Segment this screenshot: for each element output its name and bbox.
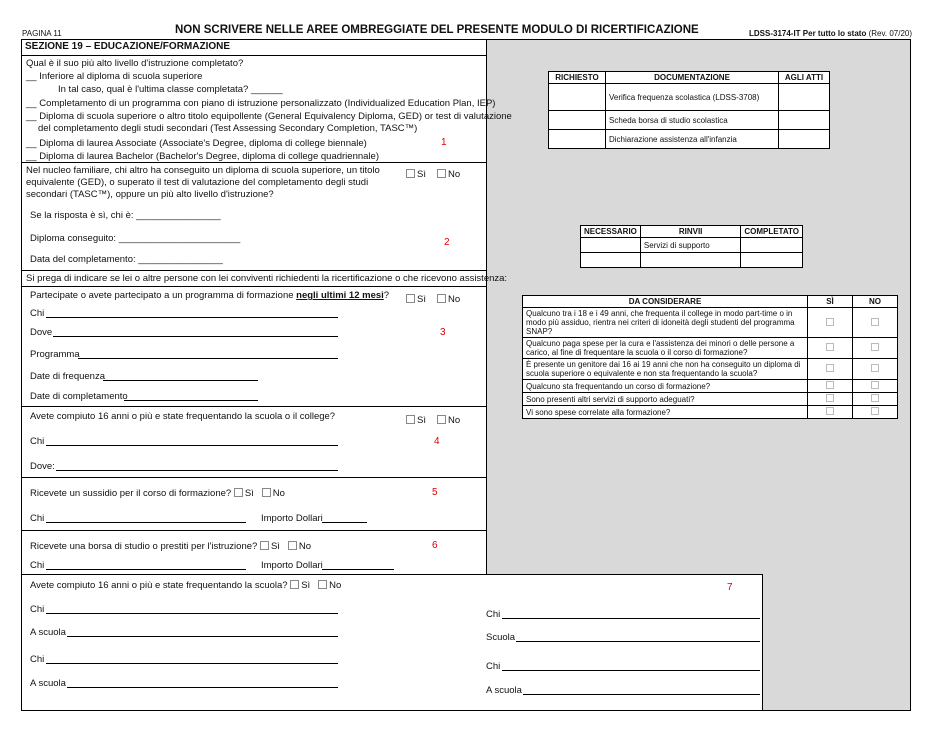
q6-importo-input[interactable] bbox=[322, 569, 394, 570]
ref-row: Servizi di supporto bbox=[640, 238, 740, 253]
q7-scuola-input-2[interactable] bbox=[67, 687, 338, 688]
section-title: SEZIONE 19 – EDUCAZIONE/FORMAZIONE bbox=[25, 41, 231, 52]
consider-header: DA CONSIDERARE bbox=[523, 296, 808, 308]
doc-required-cell[interactable] bbox=[549, 111, 606, 130]
q7-chi-input-1[interactable] bbox=[46, 613, 338, 614]
q4-question: Avete compiuto 16 anni o più e state frequentando la scuola o il college? bbox=[30, 411, 336, 422]
q7-number: 7 bbox=[727, 582, 733, 593]
ref-header-completed: COMPLETATO bbox=[741, 226, 803, 238]
q7-scuola-input-1[interactable] bbox=[67, 636, 338, 637]
q3-date-comp-label: Date di completamento bbox=[30, 391, 128, 402]
q1-option-iep[interactable]: __ Completamento di un programma con piano di istruzione personalizzato (Individualized Education Plan, IEP) bbox=[26, 98, 496, 109]
consider-row: È presente un genitore dai 16 ai 19 anni che non ha conseguito un diploma di scuola superiore o equivalente e non sta frequentando la scuola? bbox=[523, 359, 808, 380]
q7-scuola-label-1: A scuola bbox=[30, 627, 66, 638]
q7-yes-checkbox[interactable] bbox=[290, 580, 299, 589]
q1-option-bachelor[interactable]: __ Diploma di laurea Bachelor (Bachelor's Degree, diploma di college quadriennale) bbox=[26, 151, 379, 162]
q6-chi-label: Chi bbox=[30, 560, 45, 571]
referral-table bbox=[580, 225, 803, 268]
consider-yes-checkbox[interactable] bbox=[808, 380, 853, 393]
doc-header-required: RICHIESTO bbox=[549, 72, 606, 84]
ref-header-referrals: RINVII bbox=[640, 226, 740, 238]
q1-option-associate[interactable]: __ Diploma di laurea Associate (Associate's Degree, diploma di college biennale) bbox=[26, 138, 367, 149]
q4-chi-input[interactable] bbox=[46, 445, 338, 446]
doc-on-file-cell[interactable] bbox=[779, 130, 830, 149]
q4-dove-label: Dove: bbox=[30, 461, 55, 472]
q2-diploma-field[interactable]: Diploma conseguito: _______________________ bbox=[30, 233, 241, 244]
consider-yes-checkbox[interactable] bbox=[808, 406, 853, 419]
q7-no-checkbox[interactable] bbox=[318, 580, 327, 589]
consider-row: Qualcuno tra i 18 e i 49 anni, che frequenta il college in modo part-time o in modo più assiduo, rientra nei criteri di idoneità degli studenti del programma SNAP? bbox=[523, 308, 808, 338]
q3-question: Partecipate o avete partecipato a un programma di formazione negli ultimi 12 mesi? bbox=[30, 290, 390, 301]
q1-option-ged-cont: del completamento degli studi secondari (Test Assessing Secondary Completion, TASC™) bbox=[38, 123, 418, 134]
q3-yes-checkbox[interactable] bbox=[406, 294, 415, 303]
q5-number: 5 bbox=[432, 487, 438, 498]
consider-no-checkbox[interactable] bbox=[853, 308, 898, 338]
q7-chi-label-r1: Chi bbox=[486, 609, 501, 620]
page-title: NON SCRIVERE NELLE AREE OMBREGGIATE DEL PRESENTE MODULO DI RICERTIFICAZIONE bbox=[175, 24, 699, 36]
doc-row: Scheda borsa di studio scolastica bbox=[606, 111, 779, 130]
ref-row-empty[interactable] bbox=[640, 253, 740, 268]
consider-yes-checkbox[interactable] bbox=[808, 359, 853, 380]
q5-no-checkbox[interactable] bbox=[262, 488, 271, 497]
q6-rule bbox=[21, 574, 762, 575]
q7-scuola-input-r1[interactable] bbox=[516, 641, 760, 642]
q5-chi-input[interactable] bbox=[46, 522, 246, 523]
q6-chi-input[interactable] bbox=[46, 569, 246, 570]
q1-question: Qual è il suo più alto livello d'istruzione completato? bbox=[26, 58, 244, 69]
q3-number: 3 bbox=[440, 327, 446, 338]
q1-option-ged[interactable]: __ Diploma di scuola superiore o altro titolo equipollente (General Equivalency Diploma, GED) or test di valutazione bbox=[26, 111, 512, 122]
q7-question: Avete compiuto 16 anni o più e state frequentando la scuola? Sì No bbox=[30, 580, 342, 591]
doc-header-on-file: AGLI ATTI bbox=[779, 72, 830, 84]
q1-number: 1 bbox=[441, 137, 447, 148]
q6-importo-label: Importo Dollari bbox=[261, 560, 323, 571]
q7-divider bbox=[762, 574, 763, 711]
q7-chi-label-2: Chi bbox=[30, 654, 45, 665]
documentation-table bbox=[548, 71, 830, 149]
doc-on-file-cell[interactable] bbox=[779, 111, 830, 130]
q2-rule bbox=[21, 270, 486, 271]
section-title-rule bbox=[21, 55, 486, 56]
consider-no-checkbox[interactable] bbox=[853, 393, 898, 406]
consider-table bbox=[522, 295, 898, 419]
q3-no[interactable]: No bbox=[437, 294, 460, 305]
q1-last-grade[interactable]: In tal caso, qual è l'ultima classe completata? ______ bbox=[58, 84, 283, 95]
q3-dove-input[interactable] bbox=[53, 336, 338, 337]
ref-completed-cell[interactable] bbox=[741, 238, 803, 253]
q5-rule bbox=[21, 530, 486, 531]
consider-yes-checkbox[interactable] bbox=[808, 338, 853, 359]
q7-scuola-label-r2: A scuola bbox=[486, 685, 522, 696]
q1-option-below-hs[interactable]: __ Inferiore al diploma di scuola superiore bbox=[26, 71, 203, 82]
q3-no-checkbox[interactable] bbox=[437, 294, 446, 303]
ref-needed-cell[interactable] bbox=[581, 253, 641, 268]
q2-yes[interactable]: Sì bbox=[406, 169, 426, 180]
consider-no-checkbox[interactable] bbox=[853, 359, 898, 380]
q3-yes[interactable]: Sì bbox=[406, 294, 426, 305]
page-number: PAGINA 11 bbox=[22, 29, 62, 38]
banner-rule bbox=[21, 286, 486, 287]
q1-rule bbox=[21, 162, 486, 163]
q2-date-field[interactable]: Data del completamento: ________________ bbox=[30, 254, 223, 265]
q5-chi-label: Chi bbox=[30, 513, 45, 524]
q2-line1: Nel nucleo familiare, chi altro ha conseguito un diploma di scuola superiore, un titolo bbox=[26, 165, 380, 176]
q3-dove-label: Dove bbox=[30, 327, 53, 338]
q3-rule bbox=[21, 406, 486, 407]
q7-chi-input-r2[interactable] bbox=[502, 670, 760, 671]
q4-yes[interactable]: Sì bbox=[406, 415, 426, 426]
consider-yes-checkbox[interactable] bbox=[808, 393, 853, 406]
q2-who-field[interactable]: Se la risposta è sì, chi è: ________________ bbox=[30, 210, 221, 221]
q6-question: Ricevete una borsa di studio o prestiti per l'istruzione? Sì No bbox=[30, 541, 311, 552]
q7-chi-input-2[interactable] bbox=[46, 663, 338, 664]
q3-date-freq-label: Date di frequenza bbox=[30, 371, 105, 382]
consider-header-no: NO bbox=[853, 296, 898, 308]
q4-no[interactable]: No bbox=[437, 415, 460, 426]
q3-chi-label: Chi bbox=[30, 308, 45, 319]
consider-row: Qualcuno sta frequentando un corso di formazione? bbox=[523, 380, 808, 393]
consider-row: Vi sono spese correlate alla formazione? bbox=[523, 406, 808, 419]
q7-chi-label-r2: Chi bbox=[486, 661, 501, 672]
q4-no-checkbox[interactable] bbox=[437, 415, 446, 424]
consider-no-checkbox[interactable] bbox=[853, 380, 898, 393]
q3-programma-label: Programma bbox=[30, 349, 80, 360]
q6-no-checkbox[interactable] bbox=[288, 541, 297, 550]
q3-chi-input[interactable] bbox=[46, 317, 338, 318]
doc-required-cell[interactable] bbox=[549, 130, 606, 149]
q4-dove-input[interactable] bbox=[56, 470, 338, 471]
consider-row: Qualcuno paga spese per la cura e l'assistenza dei minori o delle persone a carico, al fine di frequentare la scuola o il corso di formazione? bbox=[523, 338, 808, 359]
q2-line3: secondari (TASC™), oppure un più alto livello d'istruzione? bbox=[26, 189, 274, 200]
consider-no-checkbox[interactable] bbox=[853, 338, 898, 359]
q7-chi-input-r1[interactable] bbox=[502, 618, 760, 619]
doc-row: Verifica frequenza scolastica (LDSS-3708) bbox=[606, 84, 779, 111]
consider-no-checkbox[interactable] bbox=[853, 406, 898, 419]
q3-programma-input[interactable] bbox=[78, 358, 338, 359]
q2-no-checkbox[interactable] bbox=[437, 169, 446, 178]
q6-number: 6 bbox=[432, 540, 438, 551]
q4-chi-label: Chi bbox=[30, 436, 45, 447]
q6-yes-checkbox[interactable] bbox=[260, 541, 269, 550]
q4-number: 4 bbox=[434, 436, 440, 447]
q2-line2: equivalente (GED), o superato il test di valutazione del completamento degli studi bbox=[26, 177, 369, 188]
consider-yes-checkbox[interactable] bbox=[808, 308, 853, 338]
q5-yes-checkbox[interactable] bbox=[234, 488, 243, 497]
doc-row: Dichiarazione assistenza all'infanzia bbox=[606, 130, 779, 149]
q2-yes-checkbox[interactable] bbox=[406, 169, 415, 178]
ref-needed-cell[interactable] bbox=[581, 238, 641, 253]
q5-importo-input[interactable] bbox=[322, 522, 367, 523]
q7-scuola-label-2: A scuola bbox=[30, 678, 66, 689]
q7-chi-label-1: Chi bbox=[30, 604, 45, 615]
q4-rule bbox=[21, 477, 486, 478]
form-id: LDSS-3174-IT Per tutto lo stato (Rev. 07/20) bbox=[749, 29, 913, 38]
doc-required-cell[interactable] bbox=[549, 84, 606, 111]
q5-importo-label: Importo Dollari bbox=[261, 513, 323, 524]
q2-number: 2 bbox=[444, 237, 450, 248]
doc-header-documentation: DOCUMENTAZIONE bbox=[606, 72, 779, 84]
q5-question: Ricevete un sussidio per il corso di formazione? Sì No bbox=[30, 488, 285, 499]
q4-yes-checkbox[interactable] bbox=[406, 415, 415, 424]
household-banner: Si prega di indicare se lei o altre persone con lei conviventi richiedenti la ricertificazione o che ricevono assistenza: bbox=[26, 273, 508, 284]
ref-header-needed: NECESSARIO bbox=[581, 226, 641, 238]
q3-date-freq-input[interactable] bbox=[103, 380, 258, 381]
doc-on-file-cell[interactable] bbox=[779, 84, 830, 111]
q7-scuola-label-r1: Scuola bbox=[486, 632, 516, 643]
consider-header-yes: SÌ bbox=[808, 296, 853, 308]
q3-date-comp-input[interactable] bbox=[124, 400, 258, 401]
consider-row: Sono presenti altri servizi di supporto adeguati? bbox=[523, 393, 808, 406]
ref-completed-cell[interactable] bbox=[741, 253, 803, 268]
q2-no[interactable]: No bbox=[437, 169, 460, 180]
q7-scuola-input-r2[interactable] bbox=[523, 694, 760, 695]
